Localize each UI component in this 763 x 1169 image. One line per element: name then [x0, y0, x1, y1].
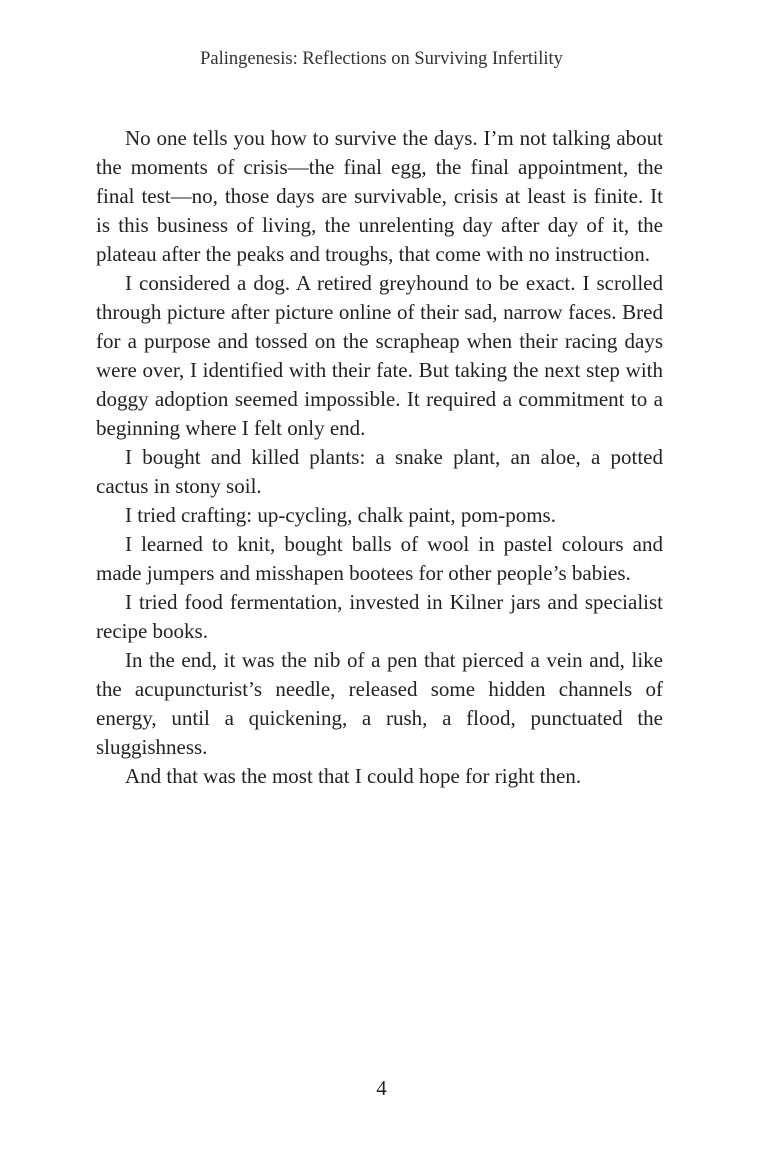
body-text — [96, 124, 663, 791]
paragraph-crafting: I tried crafting: up-cycling, chalk paint, pom-poms. — [125, 503, 556, 527]
page-number: 4 — [376, 1076, 387, 1100]
paragraph-plants: I bought and killed plants: a snake plant, an aloe, a potted cactus in stony soil. — [96, 445, 663, 498]
paragraph-pen-nib: In the end, it was the nib of a pen that pierced a vein and, like the acupuncturist’s needle, released some hidden channels of energy, until a quickening, a rush, a flood, punctuated the sluggishness. — [96, 648, 663, 759]
paragraph-survive-the-days: No one tells you how to survive the days. I’m not talking about the moments of crisis—the final egg, the final appointment, the final test—no, those days are survivable, crisis at least is finite. It is this business of living, the unrelenting day after day of it, the plateau after the peaks and troughs, that come with no instruction. — [96, 126, 663, 266]
paragraph-greyhound: I considered a dog. A retired greyhound to be exact. I scrolled through picture after picture online of their sad, narrow faces. Bred for a purpose and tossed on the scrapheap when their racing days were over, I identified with their fate. But taking the next step with doggy adoption seemed impossible. It required a commitment to a beginning where I felt only end. — [96, 271, 663, 440]
paragraph-closing: And that was the most that I could hope for right then. — [125, 764, 582, 788]
running-header-title: Palingenesis: Reflections on Surviving Infertility — [200, 49, 563, 69]
paragraph-knitting: I learned to knit, bought balls of wool in pastel colours and made jumpers and misshapen bootees for other people’s babies. — [96, 532, 663, 585]
paragraph-fermentation: I tried food fermentation, invested in Kilner jars and specialist recipe books. — [96, 590, 663, 643]
